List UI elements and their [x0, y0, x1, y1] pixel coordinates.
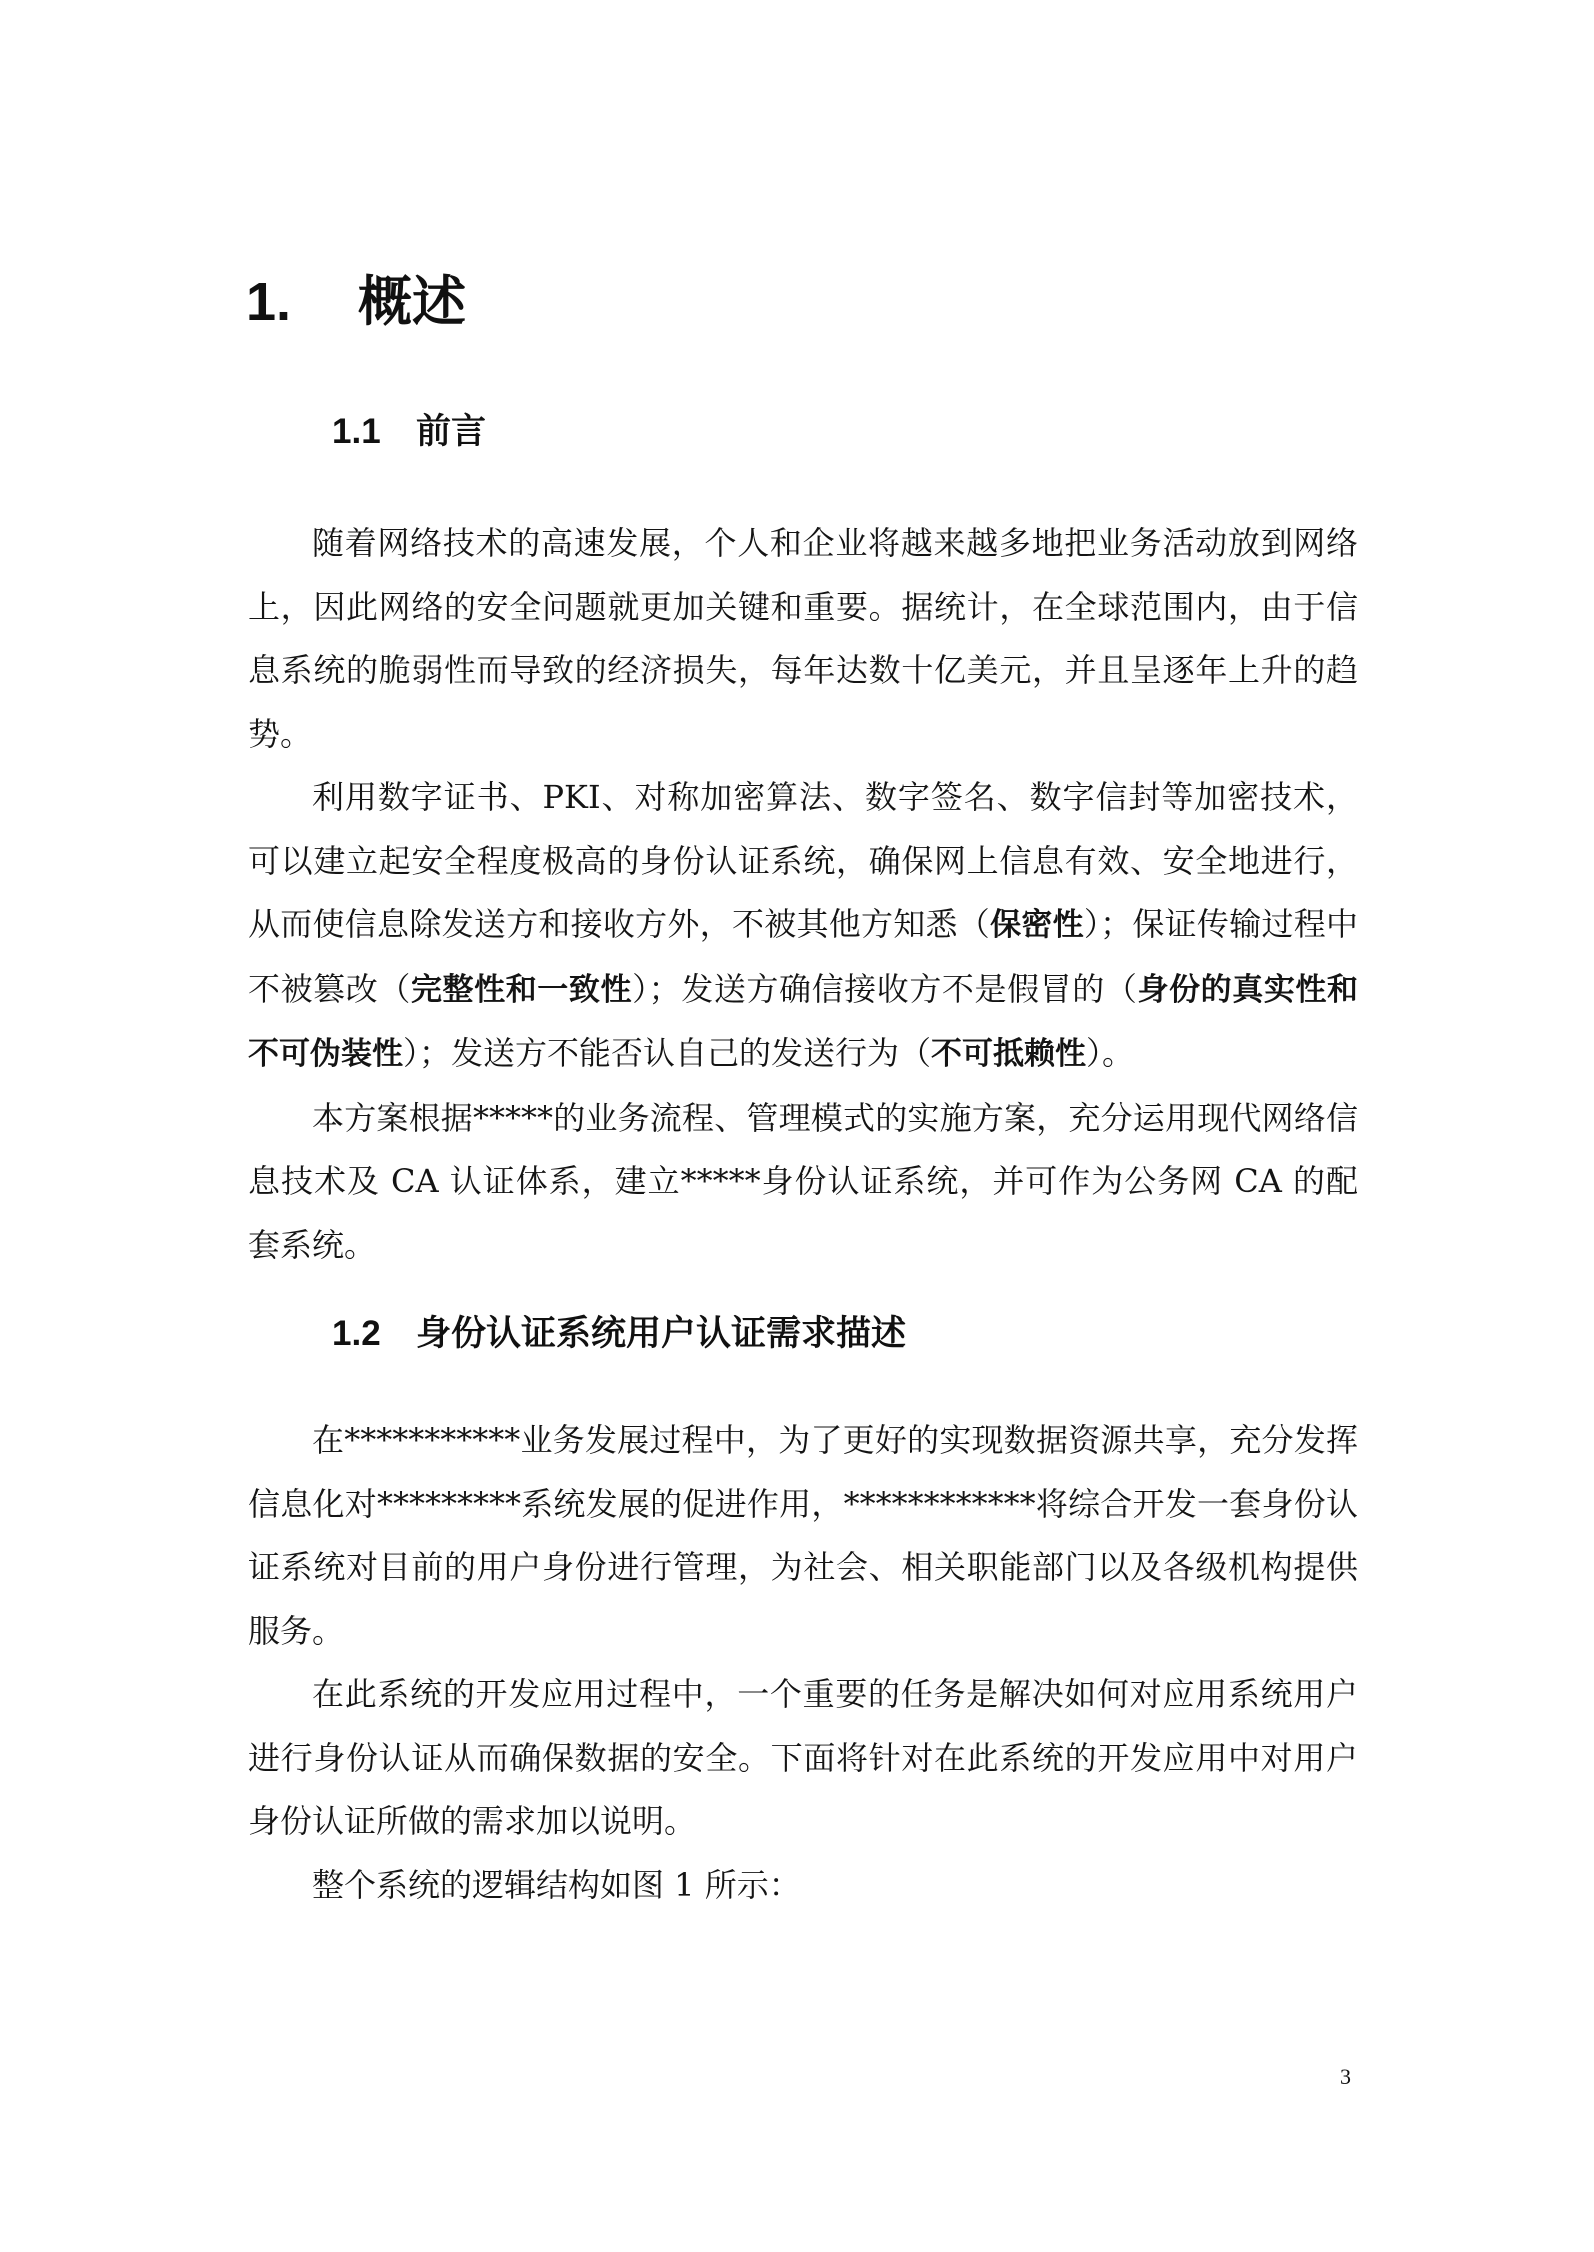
paragraph-text: 本方案根据*****的业务流程、管理模式的实施方案，充分运用现代网络信息技术及 CA 认证体系，建立*****身份认证系统，并可作为公务网 CA 的配套系统。 [248, 1098, 1358, 1264]
paragraph-text: ）；发送方确信接收方不是假冒的（ [632, 969, 1138, 1008]
paragraph-text: 利用数字证书、PKI、对称加密算法、数字签名、数字信封等加密技术，可以建立起安全程度极高的身份认证系统，确保网上信息有效、安全地进行，从而使信息除发送方和接收方外，不被其他方知悉（ [248, 778, 1358, 943]
paragraph-text: 随着网络技术的高速发展，个人和企业将越来越多地把业务活动放到网络上，因此网络的安全问题就更加关键和重要。据统计，在全球范围内，由于信息系统的脆弱性而导致的经济损失，每年达数十亿美元，并且呈逐年上升的趋势。 [248, 524, 1358, 753]
section-title: 前言 [416, 412, 487, 452]
emphasis-text: 保密性 [990, 907, 1084, 943]
paragraph-text: ）。 [1086, 1034, 1135, 1072]
chapter-heading [246, 262, 466, 342]
paragraph [248, 512, 1358, 766]
section-title: 身份认证系统用户认证需求描述 [416, 1314, 907, 1354]
paragraph [248, 1854, 1358, 1918]
section-body-1-2 [248, 1409, 1358, 1917]
paragraph-text: ）；保证传输过程中不被篡改（ [248, 905, 1358, 1008]
paragraph-text: 在此系统的开发应用过程中，一个重要的任务是解决如何对应用系统用户进行身份认证从而确保数据的安全。下面将针对在此系统的开发应用中对用户身份认证所做的需求加以说明。 [248, 1675, 1358, 1840]
paragraph [248, 1663, 1358, 1854]
emphasis-text: 完整性和一致性 [410, 971, 633, 1008]
chapter-number: 1. [246, 272, 292, 332]
chapter-title: 概述 [358, 270, 466, 333]
section-heading-1-1 [332, 404, 486, 460]
paragraph [248, 1087, 1358, 1278]
section-heading-1-2 [332, 1306, 906, 1362]
section-number: 1.1 [332, 412, 381, 451]
paragraph-text: 整个系统的逻辑结构如图 1 所示： [312, 1865, 801, 1904]
emphasis-text: 不可抵赖性 [931, 1036, 1087, 1072]
paragraph-text: 在***********业务发展过程中，为了更好的实现数据资源共享，充分发挥信息化对*********系统发展的促进作用，************将综合开发一套身份认证系统对目前的用户身份进行管理，为社会、相关职能部门以及各级机构提供服务。 [248, 1421, 1358, 1650]
paragraph [248, 766, 1358, 1087]
paragraph [248, 1409, 1358, 1663]
paragraph-text: ）；发送方不能否认自己的发送行为（ [403, 1034, 932, 1072]
section-body-1-1 [248, 512, 1358, 1277]
emphasis-text: 身份的真实性和不可伪装性 [248, 971, 1358, 1072]
page-number: 3 [1340, 2064, 1351, 2089]
section-number: 1.2 [332, 1314, 381, 1353]
